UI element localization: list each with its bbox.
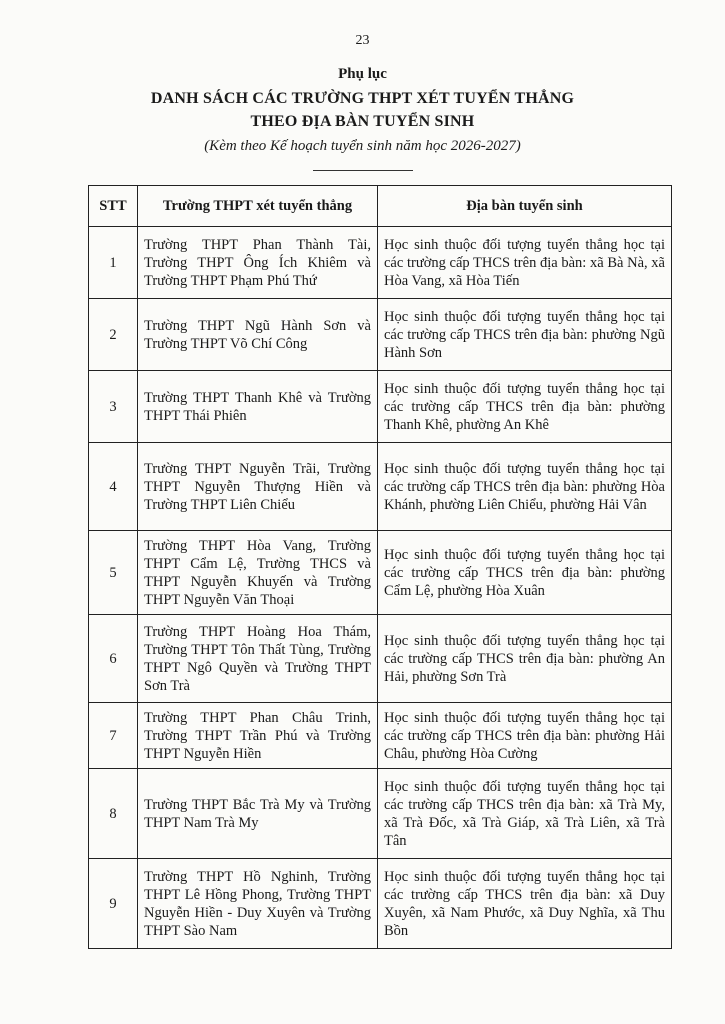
row-area: Học sinh thuộc đối tượng tuyển thẳng học tại các trường cấp THCS trên địa bàn: phường Hải Châu, phường Hòa Cường <box>378 703 672 769</box>
row-stt: 1 <box>89 227 138 299</box>
table-row <box>89 443 672 531</box>
table-header-row <box>89 186 672 227</box>
row-stt: 6 <box>89 615 138 703</box>
table-row <box>89 703 672 769</box>
row-stt: 8 <box>89 769 138 859</box>
appendix-label: Phụ lục <box>338 66 387 82</box>
row-stt: 7 <box>89 703 138 769</box>
table-row <box>89 371 672 443</box>
table-row <box>89 769 672 859</box>
header-area: Địa bàn tuyển sinh <box>378 186 672 227</box>
table-row <box>89 615 672 703</box>
row-school: Trường THPT Bắc Trà My và Trường THPT Nam Trà My <box>138 769 378 859</box>
header-school: Trường THPT xét tuyển thẳng <box>138 186 378 227</box>
row-area: Học sinh thuộc đối tượng tuyển thẳng học tại các trường cấp THCS trên địa bàn: phường Thanh Khê, phường An Khê <box>378 371 672 443</box>
row-stt: 2 <box>89 299 138 371</box>
row-stt: 4 <box>89 443 138 531</box>
document-title-line-1: DANH SÁCH CÁC TRƯỜNG THPT XÉT TUYỂN THẲNG <box>150 90 575 107</box>
document-subtitle: (Kèm theo Kế hoạch tuyển sinh năm học 2026-2027) <box>204 138 521 154</box>
row-area: Học sinh thuộc đối tượng tuyển thẳng học tại các trường cấp THCS trên địa bàn: phường Cẩm Lệ, phường Hòa Xuân <box>378 531 672 615</box>
row-school: Trường THPT Phan Thành Tài, Trường THPT Ông Ích Khiêm và Trường THPT Phạm Phú Thứ <box>138 227 378 299</box>
table-row <box>89 859 672 949</box>
row-school: Trường THPT Ngũ Hành Sơn và Trường THPT Võ Chí Công <box>138 299 378 371</box>
row-area: Học sinh thuộc đối tượng tuyển thẳng học tại các trường cấp THCS trên địa bàn: xã Bà Nà, xã Hòa Vang, xã Hòa Tiến <box>378 227 672 299</box>
row-school: Trường THPT Phan Châu Trinh, Trường THPT Trần Phú và Trường THPT Nguyễn Hiền <box>138 703 378 769</box>
row-school: Trường THPT Hoàng Hoa Thám, Trường THPT Tôn Thất Tùng, Trường THPT Ngô Quyền và Trường THPT Sơn Trà <box>138 615 378 703</box>
row-area: Học sinh thuộc đối tượng tuyển thẳng học tại các trường cấp THCS trên địa bàn: phường Hòa Khánh, phường Liên Chiểu, phường Hải Vân <box>378 443 672 531</box>
row-stt: 3 <box>89 371 138 443</box>
row-stt: 9 <box>89 859 138 949</box>
row-school: Trường THPT Nguyễn Trãi, Trường THPT Nguyễn Thượng Hiền và Trường THPT Liên Chiểu <box>138 443 378 531</box>
table-row <box>89 531 672 615</box>
row-school: Trường THPT Hồ Nghinh, Trường THPT Lê Hồng Phong, Trường THPT Nguyễn Hiền - Duy Xuyên và Trường THPT Sào Nam <box>138 859 378 949</box>
row-area: Học sinh thuộc đối tượng tuyển thẳng học tại các trường cấp THCS trên địa bàn: xã Duy Xuyên, xã Nam Phước, xã Duy Nghĩa, xã Thu Bồn <box>378 859 672 949</box>
row-school: Trường THPT Thanh Khê và Trường THPT Thái Phiên <box>138 371 378 443</box>
document-title-line-2: THEO ĐỊA BÀN TUYỂN SINH <box>250 113 475 130</box>
table-row <box>89 227 672 299</box>
row-stt: 5 <box>89 531 138 615</box>
title-divider <box>313 170 413 171</box>
row-school: Trường THPT Hòa Vang, Trường THPT Cẩm Lệ, Trường THCS và THPT Nguyễn Khuyến và Trường THPT Nguyễn Văn Thoại <box>138 531 378 615</box>
schools-table <box>88 185 672 949</box>
table-row <box>89 299 672 371</box>
header-stt: STT <box>89 186 138 227</box>
row-area: Học sinh thuộc đối tượng tuyển thẳng học tại các trường cấp THCS trên địa bàn: phường An Hải, phường Sơn Trà <box>378 615 672 703</box>
row-area: Học sinh thuộc đối tượng tuyển thẳng học tại các trường cấp THCS trên địa bàn: phường Ngũ Hành Sơn <box>378 299 672 371</box>
page-number: 23 <box>355 33 370 48</box>
row-area: Học sinh thuộc đối tượng tuyển thẳng học tại các trường cấp THCS trên địa bàn: xã Trà My, xã Trà Đốc, xã Trà Giáp, xã Trà Liên, xã Trà Tân <box>378 769 672 859</box>
